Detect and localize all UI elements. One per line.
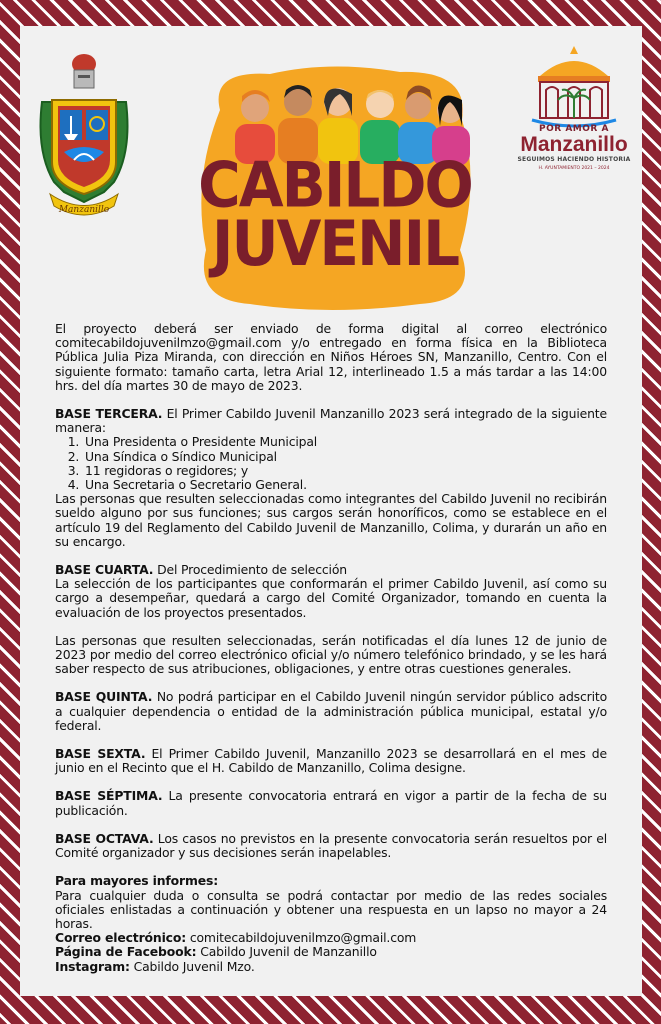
contact-facebook-value: Cabildo Juvenil de Manzanillo xyxy=(196,944,377,960)
base-septima xyxy=(55,789,607,817)
base-cuarta xyxy=(55,563,607,577)
contact-facebook-label: Página de Facebook: xyxy=(55,944,197,960)
base-quinta xyxy=(55,690,607,733)
page-title xyxy=(180,148,490,280)
base-sexta xyxy=(55,747,607,775)
contact-email-value: comitecabildojuvenilmzo@gmail.com xyxy=(186,930,417,946)
list-item: 1. Una Presidenta o Presidente Municipal xyxy=(83,435,607,449)
base-octava xyxy=(55,832,607,860)
base-quinta-text: No podrá participar en el Cabildo Juvenil ningún servidor público adscrito a cualquier dependencia o entidad de la administración pública municipal, estatal y/o federal. xyxy=(55,689,607,733)
base-septima-heading: BASE SÉPTIMA. xyxy=(55,788,163,804)
base-septima-text: La presente convocatoria entrará en vigor a partir de la fecha de su publicación. xyxy=(55,788,607,818)
flyer-page xyxy=(20,26,642,996)
contact-facebook xyxy=(55,945,607,959)
contact-instagram-value: Cabildo Juvenil Mzo. xyxy=(129,958,255,974)
city-name: Manzanillo xyxy=(520,133,628,156)
base-cuarta-text: Del Procedimiento de selección xyxy=(153,562,347,578)
title-line-2: JUVENIL xyxy=(211,206,459,280)
municipal-crest-icon xyxy=(34,42,134,242)
list-item: 4. Una Secretaria o Secretario General. xyxy=(83,478,607,492)
city-logo-text xyxy=(508,124,640,171)
flyer-body xyxy=(55,322,607,974)
contact-instagram xyxy=(55,960,607,974)
contact-email-label: Correo electrónico: xyxy=(55,930,187,946)
base-sexta-heading: BASE SEXTA. xyxy=(55,746,146,762)
base-tercera-heading: BASE TERCERA. xyxy=(55,406,163,422)
contact-email xyxy=(55,931,607,945)
base-quinta-heading: BASE QUINTA. xyxy=(55,689,153,705)
info-text: Para cualquier duda o consulta se podrá contactar por medio de las redes sociales oficiales enlistadas a continuación y obtener una respuesta en un lapso no mayor a 24 horas. xyxy=(55,887,607,931)
list-item: 2. Una Síndica o Síndico Municipal xyxy=(83,450,607,464)
city-slogan: SEGUIMOS HACIENDO HISTORIA xyxy=(517,156,631,163)
base-sexta-text: El Primer Cabildo Juvenil, Manzanillo 2023 se desarrollará en el mes de junio en el Recinto que el H. Cabildo de Manzanillo, Colima designe. xyxy=(55,746,607,776)
base-tercera-closing: Las personas que resulten seleccionadas como integrantes del Cabildo Juvenil no recibirán sueldo alguno por sus funciones; sus cargos serán honoríficos, como se establece en el artículo 19 del Reglamento del Cabildo Juvenil de Manzanillo, Colima, y durarán un año en su encargo. xyxy=(55,491,607,549)
base-tercera-text: El Primer Cabildo Juvenil Manzanillo 2023 será integrado de la siguiente manera: xyxy=(55,406,607,436)
list-item: 3. 11 regidoras o regidores; y xyxy=(83,464,607,478)
city-tagline: POR AMOR A xyxy=(539,124,609,134)
intro-paragraph: El proyecto deberá ser enviado de forma digital al correo electrónico comitecabildojuvenilmzo@gmail.com y/o entregado en forma física en la Biblioteca Pública Julia Piza Miranda, con dirección en Niños Héroes SN, Manzanillo, Centro. Con el siguiente formato: tamaño carta, letra Arial 12, interlineado 1.5 a más tardar a las 14:00 hrs. del día martes 30 de mayo de 2023. xyxy=(55,321,607,393)
base-tercera xyxy=(55,407,607,435)
base-octava-text: Los casos no previstos en la presente convocatoria serán resueltos por el Comité organizador y sus decisiones serán inapelables. xyxy=(55,830,608,861)
base-octava-heading: BASE OCTAVA. xyxy=(55,830,154,846)
header xyxy=(20,26,642,316)
base-cuarta-p1: La selección de los participantes que conformarán el primer Cabildo Juvenil, así como su cargo a desempeñar, quedará a cargo del Comité Organizador, tomando en cuenta la evaluación de los proyectos presentados. xyxy=(55,576,607,620)
city-period: H. AYUNTAMIENTO 2021 – 2024 xyxy=(538,166,610,171)
cabildo-members-list xyxy=(55,435,607,492)
base-cuarta-p2: Las personas que resulten seleccionadas, serán notificadas el día lunes 12 de junio de 2023 por medio del correo electrónico oficial y/o número telefónico brindado, y se les hará saber respecto de sus atribuciones, obligaciones, y entre otras cuestiones generales. xyxy=(55,632,607,677)
base-cuarta-heading: BASE CUARTA. xyxy=(55,562,154,578)
info-heading: Para mayores informes: xyxy=(55,873,219,889)
crest-label: Manzanillo xyxy=(58,205,110,215)
contact-instagram-label: Instagram: xyxy=(55,958,130,974)
title-line-1: CABILDO xyxy=(198,148,472,222)
